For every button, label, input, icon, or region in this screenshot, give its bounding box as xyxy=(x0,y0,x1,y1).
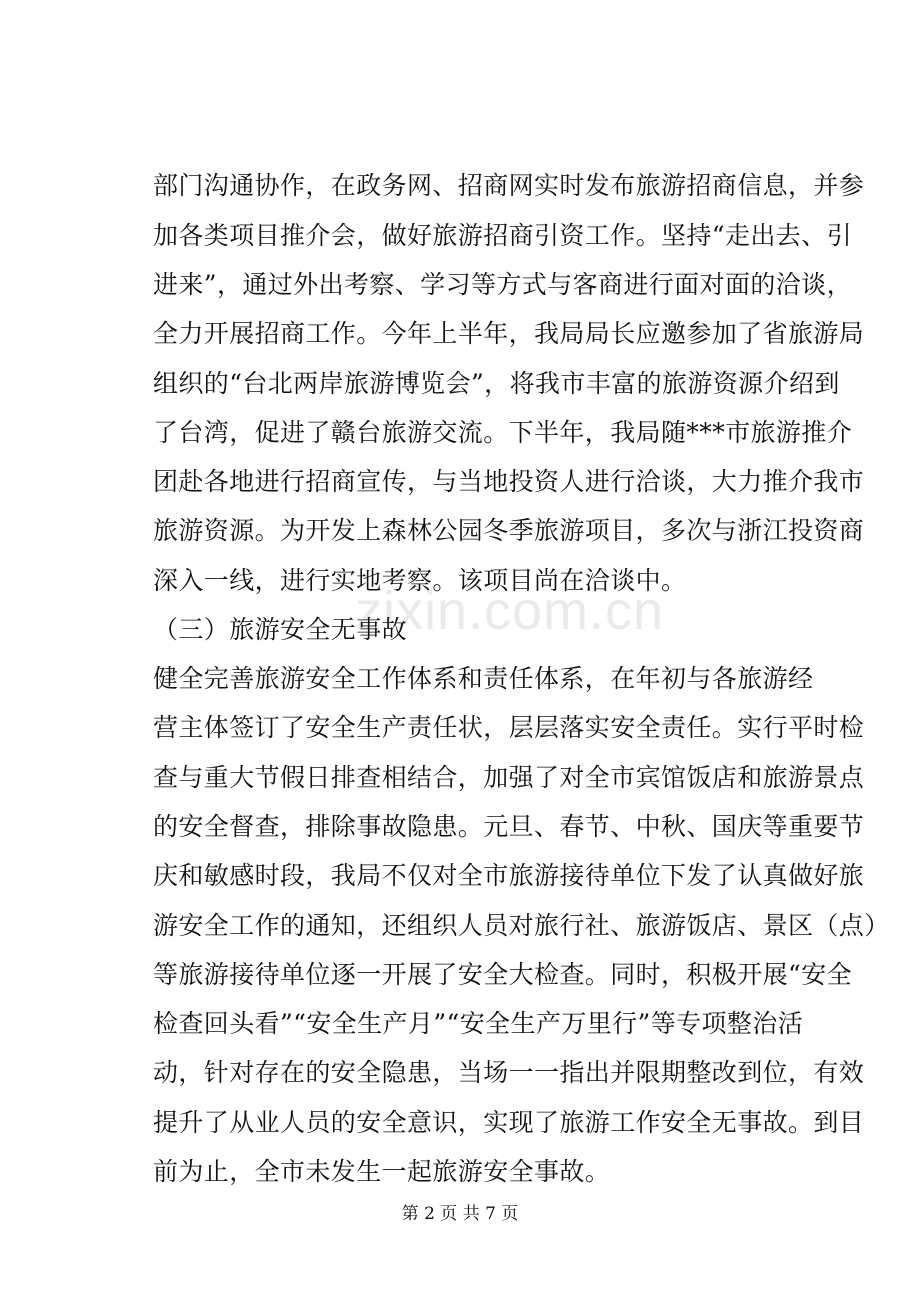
body-text-line: 游安全工作的通知，还组织人员对旅行社、旅游饭店、景区（点） xyxy=(153,911,890,940)
body-text-line: 检查回头看”“安全生产月”“安全生产万里行”等专项整治活 xyxy=(153,1009,804,1038)
body-text-line: 前为止，全市未发生一起旅游安全事故。 xyxy=(153,1157,611,1186)
body-text-line: 营主体签订了安全生产责任状，层层落实安全责任。实行平时检 xyxy=(153,713,865,742)
body-text-line: 团赴各地进行招商宣传，与当地投资人进行洽谈，大力推介我市 xyxy=(153,467,865,496)
page-footer: 第 2 页 共 7 页 xyxy=(401,1204,519,1224)
body-text-line: 进来”，通过外出考察、学习等方式与客商进行面对面的洽谈， xyxy=(153,270,852,299)
body-text-line: 等旅游接待单位逐一开展了安全大检查。同时，积极开展“安全 xyxy=(153,960,852,989)
watermark: zixin.com.cn xyxy=(355,581,665,641)
body-text-line: 深入一线，进行实地考察。该项目尚在洽谈中。 xyxy=(153,566,687,595)
body-text-line: 全力开展招商工作。今年上半年，我局局长应邀参加了省旅游局 xyxy=(153,319,865,348)
body-text-line: 健全完善旅游安全工作体系和责任体系，在年初与各旅游经 xyxy=(153,664,814,693)
body-text-line: 组织的“台北两岸旅游博览会”，将我市丰富的旅游资源介绍到 xyxy=(153,369,840,398)
body-text-line: 庆和敏感时段，我局不仅对全市旅游接待单位下发了认真做好旅 xyxy=(153,861,865,890)
body-text-line: 部门沟通协作，在政务网、招商网实时发布旅游招商信息，并参 xyxy=(153,171,865,200)
body-text-line: 旅游资源。为开发上森林公园冬季旅游项目，多次与浙江投资商 xyxy=(153,516,865,545)
body-text-line: 了台湾，促进了赣台旅游交流。下半年，我局随***市旅游推介 xyxy=(153,418,853,447)
body-text-line: 加各类项目推介会，做好旅游招商引资工作。坚持“走出去、引 xyxy=(153,221,852,250)
section-heading: （三）旅游安全无事故 xyxy=(153,615,408,644)
body-text-line: 动，针对存在的安全隐患，当场一一指出并限期整改到位，有效 xyxy=(153,1058,865,1087)
body-text-line: 的安全督查，排除事故隐患。元旦、春节、中秋、国庆等重要节 xyxy=(153,812,865,841)
body-text-line: 查与重大节假日排查相结合，加强了对全市宾馆饭店和旅游景点 xyxy=(153,763,865,792)
body-text-line: 提升了从业人员的安全意识，实现了旅游工作安全无事故。到目 xyxy=(153,1108,865,1137)
